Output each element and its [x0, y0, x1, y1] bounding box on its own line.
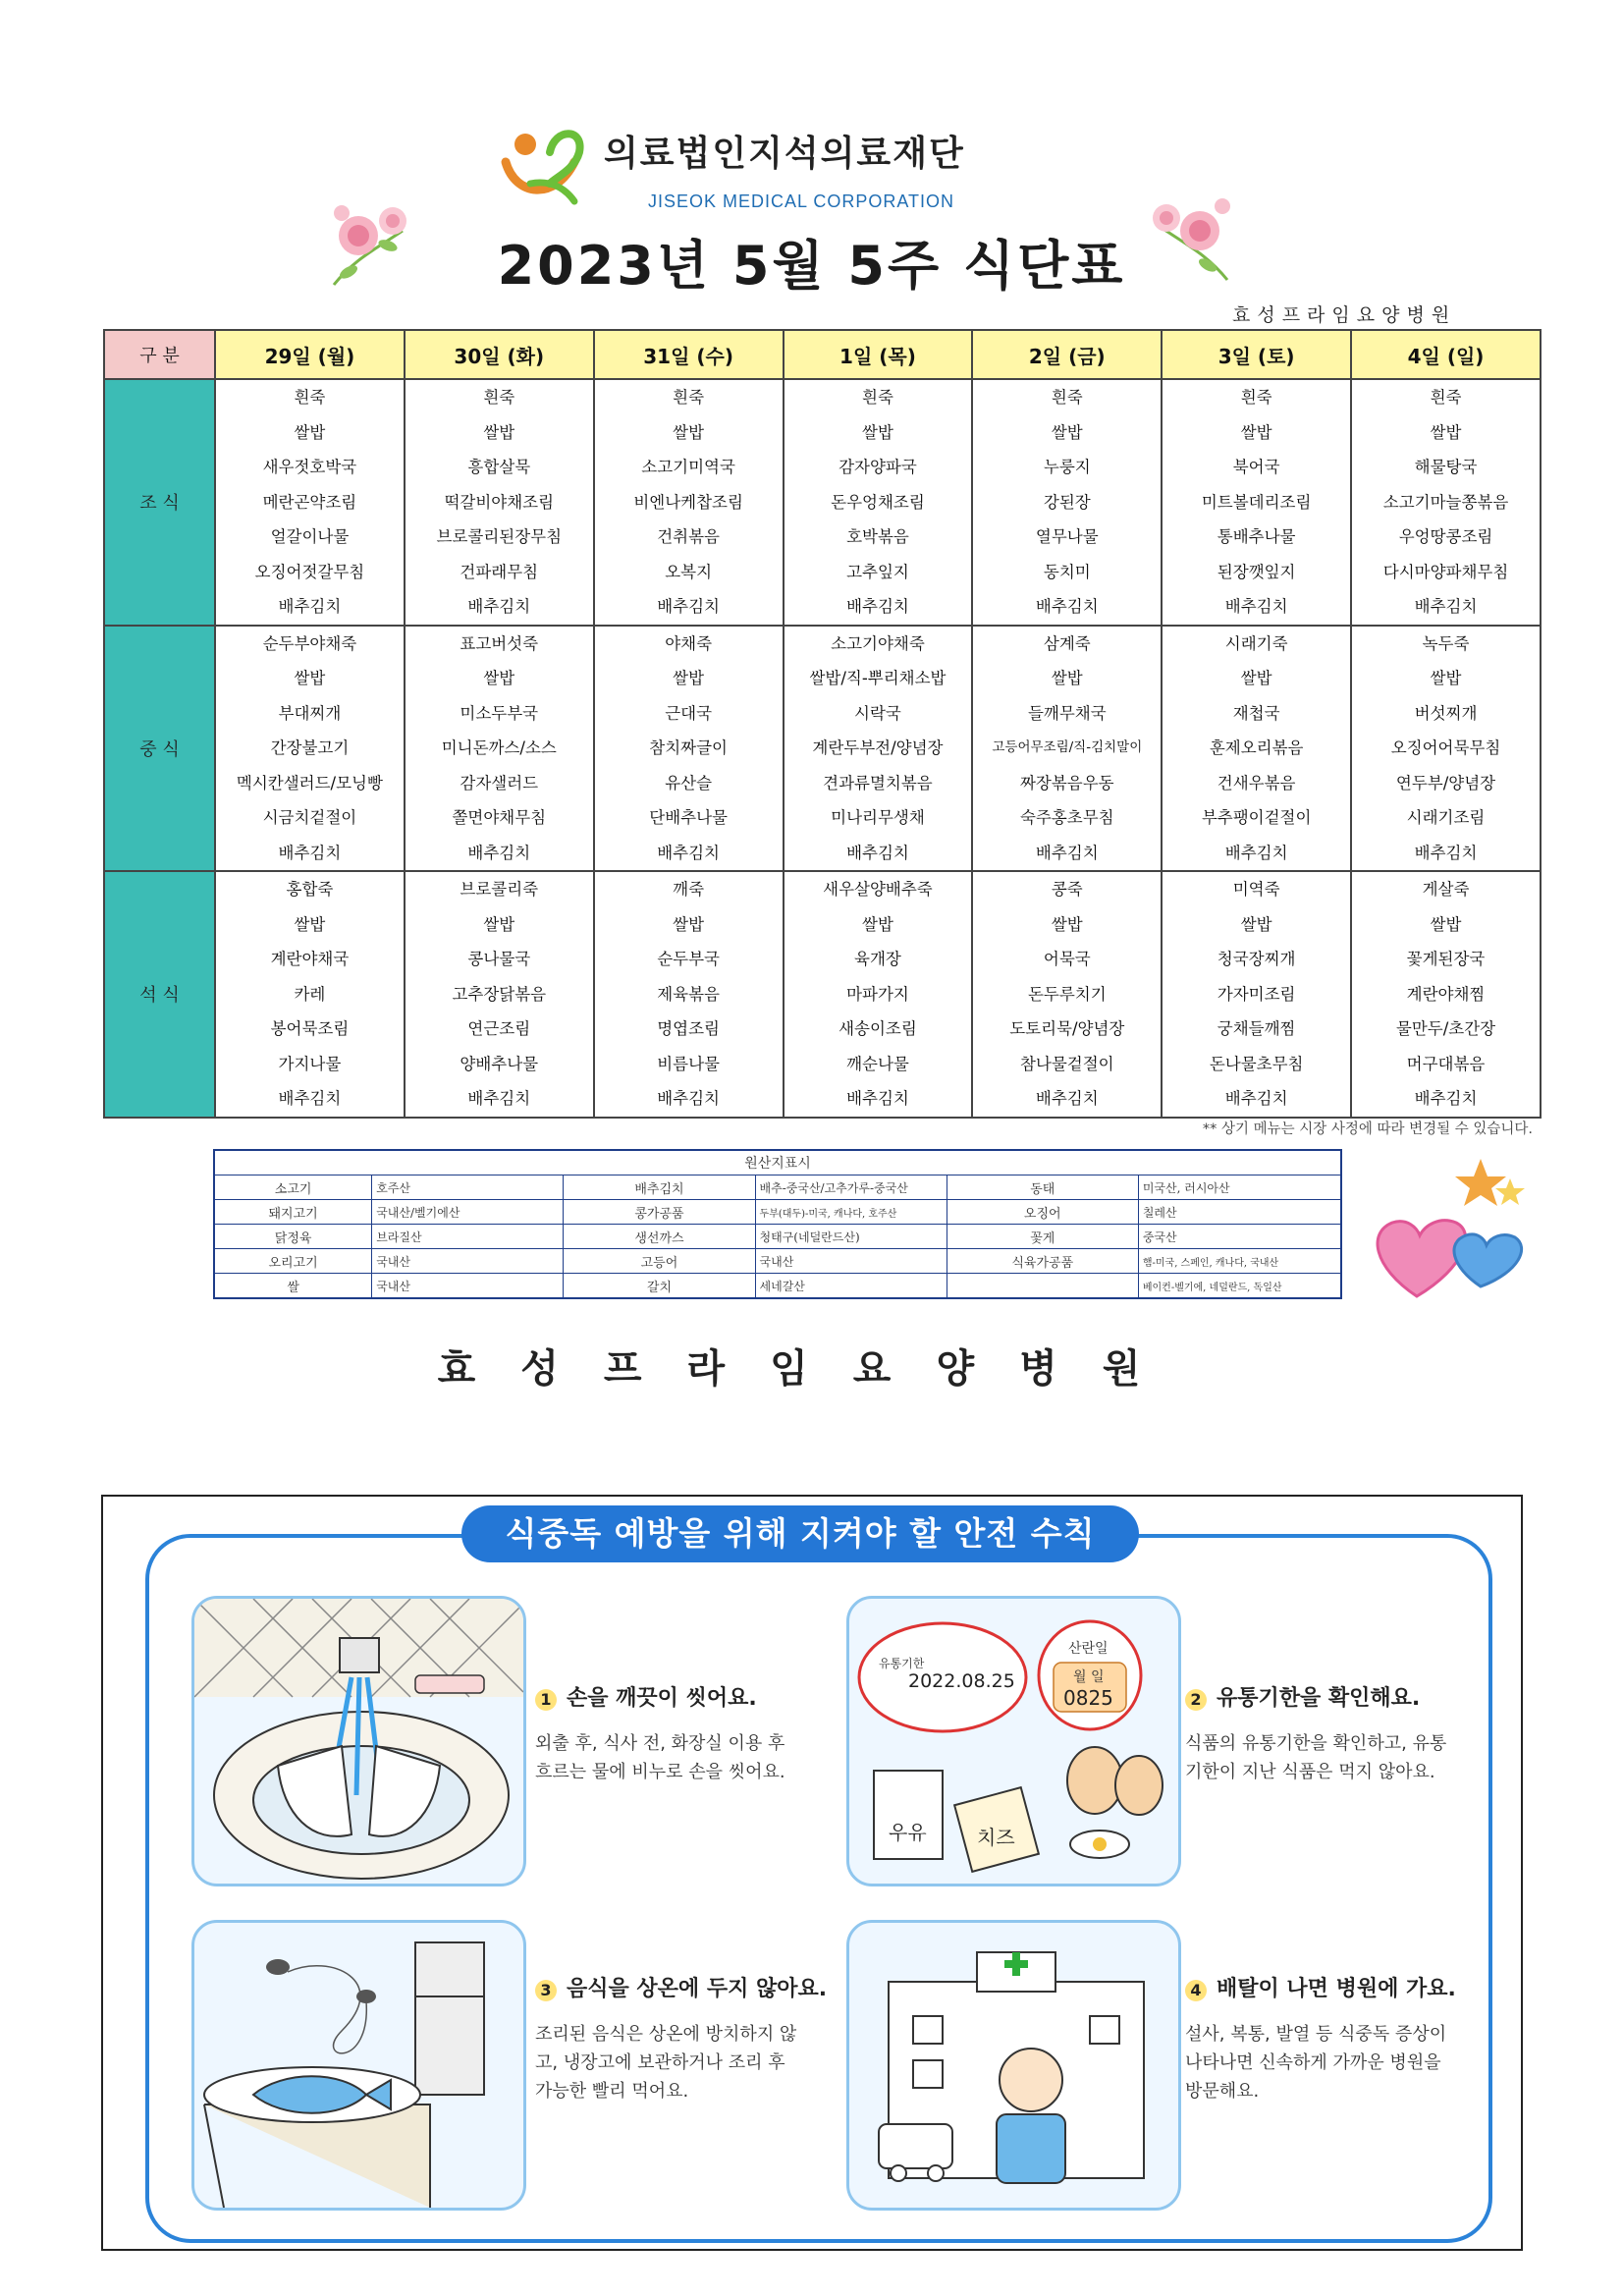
dish-item: 쌀밥	[483, 669, 515, 687]
menu-cell	[1351, 871, 1541, 1118]
dish-item: 흰죽	[483, 388, 515, 407]
menu-cell	[405, 871, 594, 1118]
dish-item: 가지나물	[278, 1054, 342, 1073]
rule-3-title: 3 음식을 상온에 두지 않아요.	[535, 1972, 827, 2002]
dish-item: 쌀밥/직-뿌리채소밥	[809, 669, 947, 687]
dish-item: 브로콜리죽	[460, 880, 539, 899]
dish-item: 된장깻잎지	[1217, 562, 1296, 581]
dish-item: 시래기죽	[1224, 633, 1288, 653]
rule-4-title: 4 배탈이 나면 병원에 가요.	[1185, 1972, 1456, 2002]
day-header: 2일 (금)	[972, 330, 1162, 379]
dish-item: 돈나물초무침	[1209, 1054, 1304, 1073]
dish-item: 참나물겉절이	[1019, 1054, 1114, 1073]
dish-item: 배추김치	[1224, 597, 1288, 616]
rule-1-body: 외출 후, 식사 전, 화장실 이용 후 흐르는 물에 비누로 손을 씻어요.	[535, 1733, 785, 1782]
dish-item: 야채죽	[665, 633, 713, 653]
dish-item: 쌀밥	[483, 914, 515, 934]
fish-illustration	[191, 1920, 526, 2211]
origin-item: 꽃게	[947, 1225, 1138, 1249]
meal-label: 조 식	[104, 379, 215, 626]
dish-item: 배추김치	[657, 597, 720, 616]
cheese-label: 치즈	[977, 1826, 1015, 1849]
dish-item: 쌀밥	[483, 422, 515, 442]
dish-item: 배추김치	[1224, 1089, 1288, 1108]
menu-body	[104, 379, 1541, 1118]
origin-country: 청태구(네덜란드산)	[755, 1225, 947, 1249]
dish-item: 배추김치	[278, 843, 342, 862]
dish-item: 쌀밥	[862, 422, 893, 442]
dish-item: 얼갈이나물	[270, 527, 350, 546]
handwash-icon	[194, 1599, 523, 1884]
dish-item: 부대찌개	[278, 703, 342, 723]
dish-item: 배추김치	[1414, 597, 1478, 616]
dish-item: 배추김치	[278, 1089, 342, 1108]
org-name-en: JISEOK MEDICAL CORPORATION	[648, 191, 955, 211]
menu-cell	[972, 379, 1162, 626]
egg-code: 0825	[1063, 1686, 1113, 1710]
dish-item: 연근조림	[467, 1019, 531, 1038]
dish-item: 고추잎지	[846, 562, 909, 581]
dish-item: 북어국	[1232, 458, 1280, 476]
dish-item: 배추김치	[846, 597, 909, 616]
origin-country: 국내산/벨기에산	[372, 1200, 564, 1225]
dish-item: 훈제오리볶음	[1209, 738, 1304, 757]
dish-item: 배추김치	[467, 843, 531, 862]
dish-item: 녹두죽	[1422, 633, 1470, 653]
dish-item: 물만두/초간장	[1395, 1019, 1496, 1038]
origin-country: 국내산	[372, 1249, 564, 1274]
dish-item: 배추김치	[846, 843, 909, 862]
dish-item: 건새우볶음	[1217, 773, 1296, 793]
origin-country: 칠레산	[1138, 1200, 1341, 1225]
dish-item: 호박볶음	[846, 527, 909, 546]
dish-item: 미트볼데리조림	[1201, 492, 1312, 512]
day-header: 30일 (화)	[405, 330, 594, 379]
dish-item: 새송이조림	[839, 1019, 917, 1038]
dish-item: 미소두부국	[460, 703, 539, 723]
dish-item: 쌀밥	[1240, 669, 1272, 687]
dish-item: 쌀밥	[673, 669, 705, 687]
meal-label: 중 식	[104, 626, 215, 872]
footer-hospital-name: 효성프라임요양병원	[437, 1346, 1186, 1392]
menu-cell	[215, 626, 405, 872]
milk-label: 우유	[889, 1821, 927, 1844]
menu-cell	[784, 379, 973, 626]
dish-item: 배추김치	[1224, 843, 1288, 862]
dish-item: 누룽지	[1043, 458, 1091, 476]
dish-item: 배추김치	[467, 597, 531, 616]
origin-country: 베이컨-벨기에, 네덜란드, 독일산	[1138, 1274, 1341, 1299]
dish-item: 견과류멸치볶음	[823, 773, 933, 793]
menu-cell	[1162, 626, 1351, 872]
dish-item: 고등어무조림/직-김치말이	[992, 739, 1143, 755]
dish-item: 소고기미역국	[641, 458, 735, 476]
origin-item: 생선까스	[564, 1225, 755, 1249]
dish-item: 삼계죽	[1043, 633, 1091, 653]
dish-item: 궁채들깨찜	[1217, 1019, 1296, 1038]
day-header: 1일 (목)	[784, 330, 973, 379]
dish-item: 계란두부전/양념장	[812, 738, 944, 757]
expiry-icon	[849, 1599, 1178, 1884]
dish-item: 비엔나케찹조림	[633, 492, 743, 512]
dish-item: 시락국	[854, 703, 901, 723]
dish-item: 쌀밥	[1051, 914, 1083, 934]
menu-cell	[1351, 379, 1541, 626]
origin-country: 두부(대두)-미국, 캐나다, 호주산	[755, 1200, 947, 1225]
dish-item: 쌀밥	[1240, 422, 1272, 442]
dish-item: 고추장닭볶음	[452, 984, 547, 1004]
dish-item: 마파가지	[846, 984, 909, 1004]
dish-item: 쌀밥	[1430, 669, 1462, 687]
dish-item: 해물탕국	[1414, 458, 1478, 476]
rule-2-body: 식품의 유통기한을 확인하고, 유통기한이 지난 식품은 먹지 않아요.	[1185, 1733, 1447, 1782]
dish-item: 강된장	[1043, 492, 1091, 512]
dish-item: 미나리무생채	[831, 808, 925, 827]
menu-cell	[215, 379, 405, 626]
origin-item: 소고기	[214, 1175, 372, 1200]
dish-item: 참치짜글이	[649, 738, 728, 757]
weekly-menu-table	[103, 329, 1542, 1119]
dish-item: 흰죽	[1240, 388, 1272, 407]
meal-row	[104, 626, 1541, 872]
dish-item: 배추김치	[1414, 843, 1478, 862]
rule-3	[535, 1972, 827, 2105]
dish-item: 순두부야채죽	[262, 633, 357, 653]
dish-item: 쌀밥	[673, 914, 705, 934]
dish-item: 돈두루치기	[1027, 984, 1107, 1004]
dish-item: 쌀밥	[1430, 914, 1462, 934]
dish-item: 감자샐러드	[460, 773, 539, 793]
dish-item: 쌀밥	[294, 914, 326, 934]
meal-label: 석 식	[104, 871, 215, 1118]
dish-item: 메란곤약조림	[262, 492, 357, 512]
origin-row	[214, 1274, 1341, 1299]
dish-item: 소고기마늘쫑볶음	[1382, 492, 1509, 512]
origin-country: 국내산	[755, 1249, 947, 1274]
dish-item: 봉어묵조림	[270, 1019, 350, 1038]
origin-country: 호주산	[372, 1175, 564, 1200]
dish-item: 쌀밥	[1240, 914, 1272, 934]
dish-item: 간장불고기	[270, 738, 350, 757]
expiry-label: 유통기한	[879, 1657, 925, 1670]
menu-cell	[1162, 871, 1351, 1118]
dish-item: 흰죽	[294, 388, 326, 407]
safety-title: 식중독 예방을 위해 지켜야 할 안전 수칙	[461, 1505, 1139, 1562]
origin-country: 세네갈산	[755, 1274, 947, 1299]
dish-item: 돈우엉채조림	[831, 492, 925, 512]
rule-4	[1185, 1972, 1456, 2105]
dish-item: 콩나물국	[467, 950, 531, 968]
dish-item: 숙주홍초무침	[1019, 808, 1114, 827]
dish-item: 육개장	[854, 950, 901, 968]
menu-cell	[594, 379, 784, 626]
origin-item: 오징어	[947, 1200, 1138, 1225]
menu-cell	[405, 379, 594, 626]
dish-item: 우엉땅콩조림	[1398, 527, 1493, 546]
menu-cell	[972, 871, 1162, 1118]
dish-item: 근대국	[665, 703, 713, 723]
menu-cell	[405, 626, 594, 872]
dish-item: 떡갈비야채조림	[444, 492, 555, 512]
menu-cell	[784, 871, 973, 1118]
dish-item: 배추김치	[1035, 1089, 1099, 1108]
dish-item: 배추김치	[846, 1089, 909, 1108]
hospital-name: 효성프라임요양병원	[1232, 304, 1457, 326]
dish-item: 순두부국	[657, 950, 720, 968]
dish-item: 쌀밥	[1051, 422, 1083, 442]
menu-cell	[1351, 626, 1541, 872]
origin-item: 콩가공품	[564, 1200, 755, 1225]
dish-item: 흰죽	[1051, 388, 1083, 407]
lay-label: 산란일	[1068, 1641, 1109, 1657]
menu-header-row	[104, 330, 1541, 379]
dish-item: 재첩국	[1232, 703, 1280, 723]
dish-item: 다시마양파채무침	[1382, 562, 1509, 581]
origin-item: 쌀	[214, 1274, 372, 1299]
origin-item: 오리고기	[214, 1249, 372, 1274]
dish-item: 양배추나물	[460, 1054, 539, 1073]
origin-country: 국내산	[372, 1274, 564, 1299]
dish-item: 계란야채찜	[1406, 984, 1486, 1004]
dish-item: 단배추나물	[649, 808, 728, 827]
dish-item: 건파래무침	[460, 562, 539, 581]
origin-row	[214, 1249, 1341, 1274]
dish-item: 흰죽	[673, 388, 705, 407]
dish-item: 배추김치	[1414, 1089, 1478, 1108]
rule-1-title: 1 손을 깨끗이 씻어요.	[535, 1681, 800, 1712]
menu-note: ** 상기 메뉴는 시장 사정에 따라 변경될 수 있습니다.	[1202, 1121, 1533, 1137]
dish-item: 짜장볶음우동	[1019, 773, 1114, 793]
dish-item: 유산슬	[665, 773, 713, 793]
day-header: 3일 (토)	[1162, 330, 1351, 379]
logo-icon	[496, 123, 589, 206]
dish-item: 쌀밥	[294, 669, 326, 687]
dish-item: 표고버섯죽	[460, 633, 539, 653]
origin-item: 닭정육	[214, 1225, 372, 1249]
menu-cell	[594, 871, 784, 1118]
origin-item	[947, 1274, 1138, 1299]
origin-title: 원산지표시	[214, 1150, 1341, 1175]
expiry-date: 2022.08.25	[908, 1670, 1015, 1692]
hospital-icon	[849, 1923, 1178, 2208]
origin-item: 배추김치	[564, 1175, 755, 1200]
dish-item: 게살죽	[1422, 880, 1470, 899]
dish-item: 머구대볶음	[1406, 1054, 1486, 1073]
dish-item: 버섯찌개	[1414, 703, 1478, 723]
dish-item: 시래기조림	[1406, 808, 1486, 827]
dish-item: 쌀밥	[862, 914, 893, 934]
origin-country: 중국산	[1138, 1225, 1341, 1249]
dish-item: 들깨무채국	[1027, 703, 1107, 723]
dish-item: 흰죽	[1430, 388, 1462, 407]
dish-item: 통배추나물	[1217, 527, 1296, 546]
dish-item: 콩죽	[1051, 880, 1083, 899]
origin-country: 배추-중국산/고추가루-중국산	[755, 1175, 947, 1200]
dish-item: 건취볶음	[657, 527, 720, 546]
dish-item: 배추김치	[1035, 597, 1099, 616]
dish-item: 브로콜리된장무침	[436, 527, 563, 546]
rule-2	[1185, 1681, 1450, 1786]
meal-row	[104, 379, 1541, 626]
menu-cell	[972, 626, 1162, 872]
handwash-illustration	[191, 1596, 526, 1886]
dish-item: 동치미	[1043, 562, 1091, 581]
origin-item: 갈치	[564, 1274, 755, 1299]
day-header: 29일 (월)	[215, 330, 405, 379]
dish-item: 오징어어묵무침	[1390, 738, 1501, 757]
dish-item: 부추팽이겉절이	[1201, 808, 1312, 827]
dish-item: 배추김치	[467, 1089, 531, 1108]
corner-header: 구 분	[104, 330, 215, 379]
dish-item: 명엽조림	[657, 1019, 720, 1038]
dish-item: 카레	[294, 984, 326, 1004]
menu-cell	[215, 871, 405, 1118]
origin-item: 고등어	[564, 1249, 755, 1274]
dish-item: 시금치겉절이	[262, 808, 357, 827]
dish-item: 오징어젓갈무침	[254, 562, 365, 581]
origin-country: 햄-미국, 스페인, 캐나다, 국내산	[1138, 1249, 1341, 1274]
origin-row	[214, 1200, 1341, 1225]
dish-item: 홍합죽	[286, 880, 334, 899]
day-header: 31일 (수)	[594, 330, 784, 379]
dish-item: 미역죽	[1232, 880, 1280, 899]
dish-item: 어묵국	[1043, 950, 1091, 968]
dish-item: 감자양파국	[839, 458, 917, 476]
dish-item: 비름나물	[657, 1054, 720, 1073]
origin-table	[213, 1149, 1342, 1299]
dish-item: 깨죽	[673, 880, 705, 899]
origin-country: 브라질산	[372, 1225, 564, 1249]
dish-item: 가자미조림	[1217, 984, 1296, 1004]
dish-item: 배추김치	[657, 1089, 720, 1108]
hospital-illustration	[846, 1920, 1181, 2211]
dish-item: 흥합살묵	[467, 458, 531, 476]
dish-item: 오복지	[665, 562, 713, 581]
dish-item: 새우젓호박국	[262, 458, 357, 476]
dish-item: 새우살양배추죽	[823, 880, 933, 899]
dish-item: 쌀밥	[294, 422, 326, 442]
fish-on-table-icon	[194, 1923, 523, 2208]
origin-country: 미국산, 러시아산	[1138, 1175, 1341, 1200]
dish-item: 배추김치	[1035, 843, 1099, 862]
org-name: 의료법인지석의료재단	[604, 134, 965, 174]
dish-item: 제육볶음	[657, 984, 720, 1004]
dish-item: 미니돈까스/소스	[441, 738, 557, 757]
menu-cell	[1162, 379, 1351, 626]
hearts-icon	[1363, 1149, 1535, 1306]
dish-item: 배추김치	[278, 597, 342, 616]
expiry-illustration	[846, 1596, 1181, 1886]
dish-item: 쌀밥	[673, 422, 705, 442]
origin-row	[214, 1225, 1341, 1249]
dish-item: 배추김치	[657, 843, 720, 862]
menu-cell	[594, 626, 784, 872]
origin-body	[214, 1150, 1341, 1298]
month-day-label: 월 일	[1073, 1669, 1105, 1685]
dish-item: 멕시칸샐러드/모닝빵	[236, 773, 383, 793]
day-header: 4일 (일)	[1351, 330, 1541, 379]
rule-3-body: 조리된 음식은 상온에 방치하지 않고, 냉장고에 보관하거나 조리 후 가능한 빨리 먹어요.	[535, 2024, 797, 2102]
dish-item: 계란야채국	[270, 950, 350, 968]
origin-row	[214, 1175, 1341, 1200]
dish-item: 쌀밥	[1430, 422, 1462, 442]
dish-item: 소고기야채죽	[831, 633, 925, 653]
rule-4-body: 설사, 복통, 발열 등 식중독 증상이 나타나면 신속하게 가까운 병원을 방문해요.	[1185, 2024, 1447, 2102]
dish-item: 쌀밥	[1051, 669, 1083, 687]
origin-item: 동태	[947, 1175, 1138, 1200]
dish-item: 흰죽	[862, 388, 893, 407]
menu-title: 2023년 5월 5주 식단표	[497, 235, 1126, 297]
origin-item: 식육가공품	[947, 1249, 1138, 1274]
dish-item: 청국장찌개	[1217, 950, 1296, 968]
rule-1	[535, 1681, 800, 1786]
dish-item: 연두부/양념장	[1395, 773, 1496, 793]
dish-item: 쫄면야채무침	[452, 808, 547, 827]
rule-2-title: 2 유통기한을 확인해요.	[1185, 1681, 1450, 1712]
dish-item: 열무나물	[1035, 527, 1099, 546]
origin-item: 돼지고기	[214, 1200, 372, 1225]
dish-item: 꽃게된장국	[1406, 950, 1486, 968]
dish-item: 도토리묵/양념장	[1009, 1019, 1125, 1038]
menu-cell	[784, 626, 973, 872]
dish-item: 깨순나물	[846, 1054, 909, 1073]
meal-row	[104, 871, 1541, 1118]
